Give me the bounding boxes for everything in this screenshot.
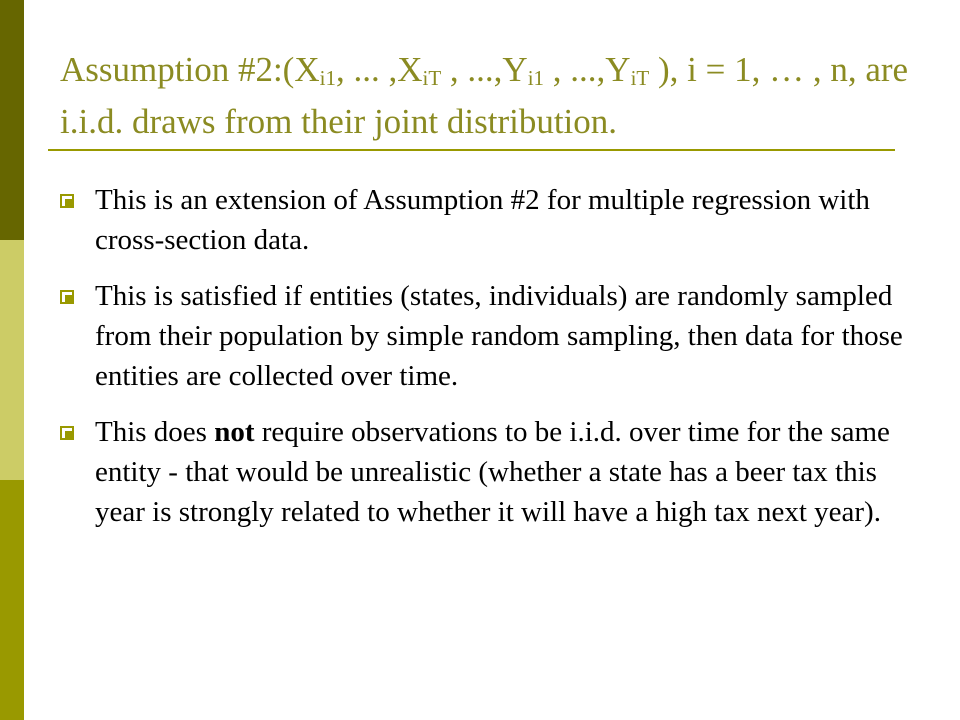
side-bar-top-segment bbox=[0, 0, 24, 240]
bullet-text-end: require observations to be i.i.d. over time for the same entity - that would be unrealistic (whether a state has a beer tax this year is strongly related to whether it will have a high tax next year). bbox=[95, 416, 890, 528]
bullet-text-start: This does bbox=[95, 416, 215, 448]
title-subscript-i1-x: i1 bbox=[319, 66, 336, 90]
title-subscript-it-x: iT bbox=[422, 66, 442, 90]
title-subscript-i1-y: i1 bbox=[527, 66, 545, 90]
bullet-item-sampling bbox=[60, 276, 910, 396]
title-text-1: Assumption #2:(X bbox=[60, 50, 320, 89]
title-text-4: , ...,Y bbox=[544, 50, 631, 89]
bullet-emphasis-not: not bbox=[214, 416, 255, 448]
slide-title bbox=[60, 44, 940, 148]
square-bullet-icon bbox=[60, 290, 74, 304]
bullet-text: This is satisfied if entities (states, individuals) are randomly sampled from their population by simple random sampling, then data for those entities are collected over time. bbox=[95, 280, 903, 392]
side-bar-middle-segment bbox=[0, 240, 24, 480]
square-bullet-icon bbox=[60, 194, 74, 208]
side-bar-bottom-segment bbox=[0, 480, 24, 720]
title-text-3: , ...,Y bbox=[441, 50, 528, 89]
bullet-list bbox=[60, 180, 910, 548]
bullet-item-extension bbox=[60, 180, 910, 260]
title-text-2: , ... ,X bbox=[335, 50, 423, 89]
square-bullet-icon bbox=[60, 426, 74, 440]
title-subscript-it-y: iT bbox=[630, 66, 650, 90]
bullet-item-not-iid-over-time bbox=[60, 412, 910, 532]
title-divider bbox=[48, 149, 895, 151]
bullet-text: This is an extension of Assumption #2 for multiple regression with cross-section data. bbox=[95, 184, 870, 256]
title-text-5: ), i = 1, … , n, are i.i.d. draws from their joint distribution. bbox=[60, 50, 909, 141]
